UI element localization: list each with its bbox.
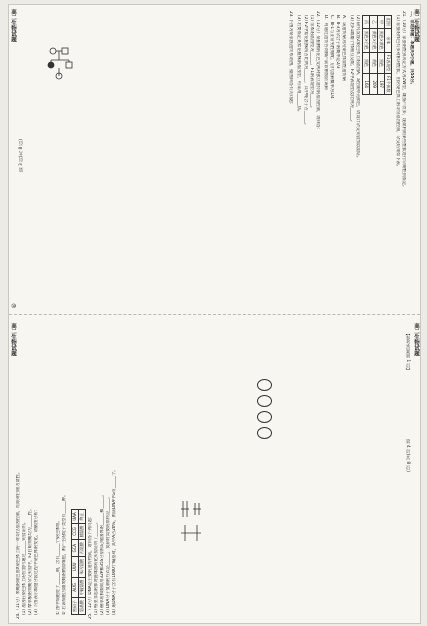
table-header-cell: F1表现型 [384, 52, 391, 73]
page-number-top: 第 3 页(共 8 页) [19, 139, 24, 172]
table-cell: 氨基酸 [78, 598, 85, 615]
question-22-part-1: (1) 亲本的基因型为______，F1的表现型为______。 [308, 15, 314, 111]
question-21: 21.（10分）家蚕的性别决定方式为ZW型，雄蚕产丝多，现欲利用某些性状进行早期性别鉴定。 [400, 11, 406, 190]
cell-figure [257, 395, 272, 407]
table-header-cell: UUU [71, 557, 78, 578]
table-header-cell: GCA [71, 540, 78, 557]
cell-figure [257, 411, 272, 423]
pedigree-diagram [45, 45, 75, 81]
answer-footer: 【参考答案第 1 页】 [405, 331, 410, 373]
table-cell: 黑色 [363, 52, 370, 73]
table-cell: 乙 [370, 16, 377, 29]
question-23: 23. 下图为某家族遗传系谱图，据图回答有关问题： [288, 11, 294, 107]
question-25-part-1: (1) 格里菲思的肺炎链球菌转化实验证明了______。 [93, 520, 99, 615]
margin-label-top-left: 高二生物试题 [10, 9, 16, 42]
question-25-part-4: (4) 某DNA分子含有1000个碱基对，其中A占20%，则该DNA中G有______个。 [112, 467, 118, 615]
margin-label-bottom-left: 高二生物试题 [10, 323, 16, 356]
option-b: B．Ⅱ-3为杂合子的概率是2/3 [335, 15, 341, 69]
table-cell: 黄色×白色 [370, 28, 377, 52]
table-cell: 黑色×白色 [363, 28, 370, 52]
question-21-part-3: (3) 若F1雌雄个体相互交配，F2中表现型及比例为______。 [349, 15, 355, 125]
question-24-part-3: (3) 下图表示细胞分裂过程中染色体的变化，请据图分析： [34, 507, 40, 615]
table-row [377, 16, 384, 95]
table-cell: 甲 [377, 16, 384, 29]
table-row [370, 16, 377, 95]
fold-line [9, 314, 420, 315]
question-21-part-2: (2) 研究发现Z染色体上的基因A、a控制卵壳颜色，请设计杂交实验加以验证。 [355, 15, 361, 161]
table-header-cell: UAA [71, 510, 78, 523]
table-cell: 脯氨酸 [78, 523, 85, 540]
page-number-bottom: 第 4 页(共 8 页) [405, 439, 410, 472]
table-header-cell: AUG [71, 577, 78, 598]
table-header-cell: 密码子 [71, 598, 78, 615]
table-cell: 甲硫氨酸 [78, 577, 85, 598]
table-cell: 黑色 [377, 52, 384, 73]
question-24-part-2: (2) 摩尔根的果蝇杂交实验中，F2白眼果蝇均为______性。 [28, 506, 34, 615]
margin-label-bottom-right: 高二生物试题 [413, 323, 419, 356]
table-row [363, 16, 370, 95]
corner-mark: ⑩ [11, 303, 17, 310]
question-24-sub-1: ① 图中细胞处于______期，含有______个染色体组。 [56, 518, 62, 615]
option-c: C．Ⅲ-1与正常男性婚配，后代患病概率为1/4 [328, 15, 334, 99]
table-cell: 终止 [78, 510, 85, 523]
table-header-cell: CCG [71, 523, 78, 540]
top-half [9, 7, 420, 311]
table-cell: 164 [363, 74, 370, 95]
table-cell: 197 [377, 74, 384, 95]
table-header-cell: F1个体数 [384, 74, 391, 95]
question-25-part-3: (3) DNA分子复制的方式是______，复制时需要的原料是______。 [106, 494, 112, 615]
bottom-half [9, 319, 420, 623]
question-22: 22.（12分）某植物的花色受两对独立遗传的基因控制，请回答： [314, 11, 320, 132]
table-cell: 黑色×黄色 [377, 28, 384, 52]
bottom-half-text-block [14, 323, 414, 619]
cross-results-table [362, 15, 391, 95]
table-row [78, 510, 85, 615]
question-22-part-2: (2) F2中紫花植株所占比例为______，其中纯合子占______。 [302, 15, 308, 128]
question-24-sub-2: ② 若该细胞为雄果蝇的精原细胞，则产生的配子类型有______种。 [62, 492, 68, 615]
question-25-part-2: (2) 赫尔希和蔡斯用32P和35S分别标记噬菌体的______和______。 [99, 492, 105, 615]
table-cell: 丙 [363, 16, 370, 29]
question-25: 25.（12分）DNA是主要的遗传物质，请回答下列问题： [87, 514, 93, 619]
cell-figure [257, 379, 272, 391]
option-a: A．该遗传病为常染色体显性遗传病 [341, 15, 347, 81]
question-22-part-3: (3) 若要鉴定某紫花植株的基因型，可采用______法。 [296, 15, 302, 115]
chromosome-diagram [177, 497, 217, 547]
table-header-cell: 亲本 [384, 28, 391, 52]
option-d: D．可通过遗传咨询和产前诊断预防该病 [322, 15, 328, 90]
question-21-part-1: (1) 家蚕的体色有多对相对性状，由常染色体上的等位基因控制，杂交结果如下表。 [394, 15, 400, 169]
cell-figure [257, 427, 272, 439]
codon-table [71, 509, 86, 615]
table-header-row [71, 510, 78, 615]
table-header-row [384, 16, 391, 95]
exam-sheet [8, 4, 421, 624]
section-heading: 二、非选择题：本题共5小题，共55分。 [409, 11, 414, 87]
question-24-part-1: (1) 基因在染色体上的位置可通过______实验证明。 [22, 520, 28, 615]
figure-space [40, 323, 56, 619]
table-header-cell: 组别 [384, 16, 391, 29]
table-cell: 209 [370, 74, 377, 95]
table-cell: 丙氨酸 [78, 540, 85, 557]
table-cell: 苯丙氨酸 [78, 557, 85, 578]
table-cell: 黄色 [370, 52, 377, 73]
question-24: 24.（11分）果蝇的眼色由X染色体上的一对等位基因控制，红眼对白眼为显性。 [16, 470, 21, 619]
margin-label-top-right: 高二生物试题 [413, 9, 419, 42]
